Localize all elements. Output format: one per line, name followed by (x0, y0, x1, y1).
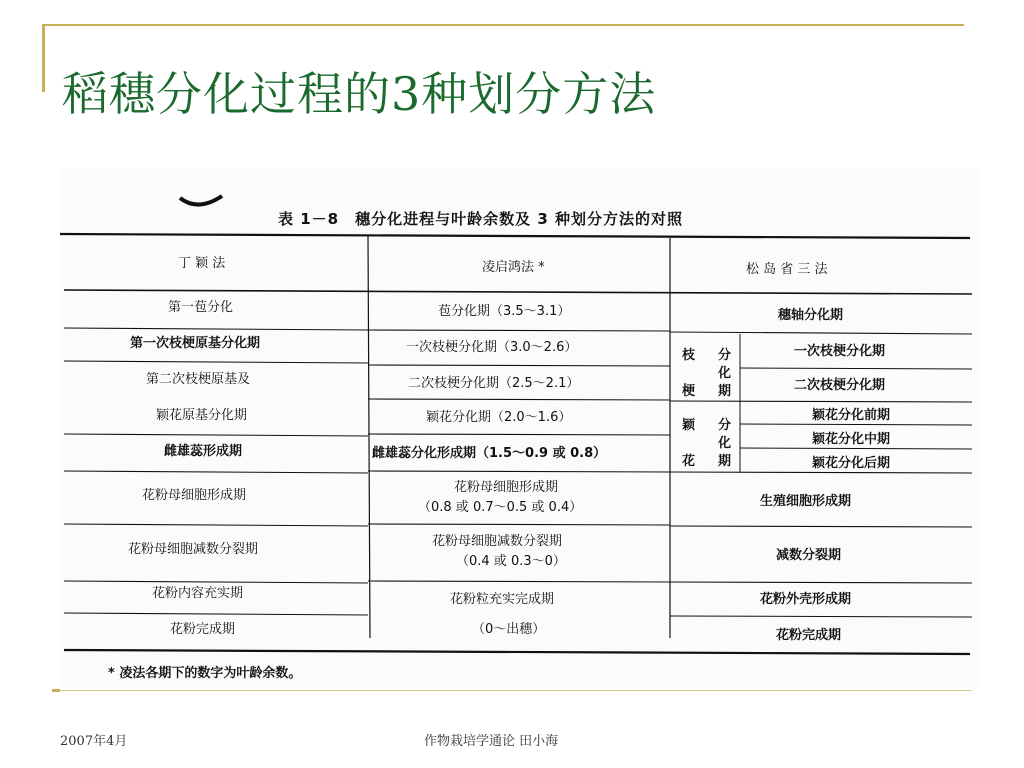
ding-row-6: 花粉母细胞减数分裂期 (128, 542, 259, 557)
header-ding: 丁 颖 法 (178, 256, 226, 271)
song-group-1-char-3: 化 (718, 366, 732, 381)
left-accent-bar (42, 24, 45, 92)
song-row-7: 生殖细胞形成期 (760, 494, 852, 509)
song-group-2-char-1: 颖 (682, 418, 696, 433)
song-group-2-char-3: 化 (718, 436, 732, 451)
song-row-5: 颖花分化中期 (812, 432, 891, 447)
ding-row-3b: 颖花原基分化期 (156, 408, 248, 423)
song-group-1-char-5: 期 (718, 384, 732, 399)
ling-row-5: 雌雄蕊分化形成期（1.5～0.9 或 0.8） (372, 446, 607, 461)
song-row-6: 颖花分化后期 (812, 456, 891, 471)
song-group-2-char-2: 分 (718, 418, 732, 433)
ding-row-4: 雌雄蕊形成期 (164, 444, 243, 459)
top-rule (42, 24, 964, 26)
song-group-2-char-4: 花 (682, 454, 696, 469)
ling-row-8a: 花粉粒充实完成期 (450, 592, 555, 607)
header-ling: 凌启鸿法 * (482, 260, 545, 275)
table-grid (60, 168, 980, 688)
song-row-3: 二次枝梗分化期 (794, 378, 886, 393)
ding-row-5: 花粉母细胞形成期 (142, 488, 247, 503)
ling-row-3: 二次枝梗分化期（2.5～2.1） (408, 376, 580, 391)
footer-course-author: 作物栽培学通论 田小海 (424, 734, 559, 749)
header-song: 松 岛 省 三 法 (746, 262, 828, 277)
ling-row-1: 苞分化期（3.5～3.1） (438, 304, 571, 319)
ling-row-6a: 花粉母细胞形成期 (454, 480, 559, 495)
ling-row-2: 一次枝梗分化期（3.0～2.6） (406, 340, 578, 355)
ling-row-4: 颖花分化期（2.0～1.6） (426, 410, 572, 425)
footer-rule-accent (52, 689, 60, 692)
ding-row-2: 第一次枝梗原基分化期 (130, 336, 261, 351)
footer-rule (52, 690, 972, 691)
ling-row-7b: （0.4 或 0.3～0） (456, 554, 566, 569)
table-footnote: * 凌法各期下的数字为叶龄余数。 (108, 666, 302, 681)
song-row-8: 减数分裂期 (776, 548, 842, 563)
scanned-table-image (60, 168, 980, 688)
song-group-1-char-4: 梗 (682, 384, 696, 399)
song-group-1-char-2: 分 (718, 348, 732, 363)
ling-row-8b: （0～出穗） (472, 622, 546, 637)
song-row-4: 颖花分化前期 (812, 408, 891, 423)
song-group-1-char-1: 枝 (682, 348, 696, 363)
slide-title: 稻穗分化过程的3种划分方法 (62, 67, 657, 121)
song-row-10: 花粉完成期 (776, 628, 842, 643)
ding-row-8: 花粉完成期 (170, 622, 236, 637)
song-row-1: 穗轴分化期 (778, 308, 844, 323)
ding-row-3a: 第二次枝梗原基及 (146, 372, 251, 387)
ling-row-6b: （0.8 或 0.7～0.5 或 0.4） (418, 500, 583, 515)
ding-row-7: 花粉内容充实期 (152, 586, 244, 601)
table-caption: 表 1－8 穗分化进程与叶龄余数及 3 种划分方法的对照 (278, 210, 683, 228)
song-row-2: 一次枝梗分化期 (794, 344, 886, 359)
song-row-9: 花粉外壳形成期 (760, 592, 852, 607)
ding-row-1: 第一苞分化 (168, 300, 234, 315)
ling-row-7a: 花粉母细胞减数分裂期 (432, 534, 563, 549)
footer-date: 2007年4月 (60, 734, 128, 749)
song-group-2-char-5: 期 (718, 454, 732, 469)
